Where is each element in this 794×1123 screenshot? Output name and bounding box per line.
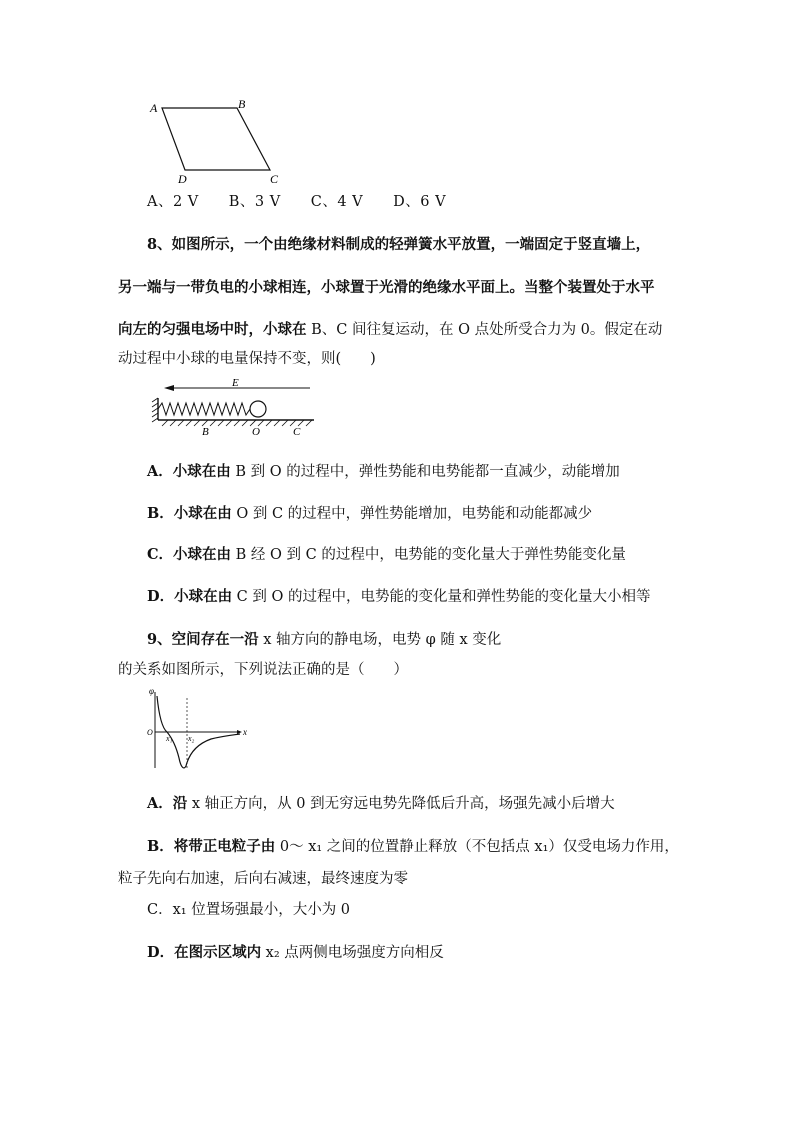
point-label-c: C [293,426,301,438]
potential-graph [145,688,250,773]
label-b: B [238,97,246,111]
q7-options: A、2 V B、3 V C、4 V D、6 V [147,194,447,210]
x1-label: x₁ [166,734,173,743]
q9-option-b-rest: 0～ x₁ 之间的位置静止释放（不包括点 x₁）仅受电场力作用， [275,839,679,855]
q8-option-b-bold: B．小球在由 [147,505,232,522]
spring [158,403,250,415]
q9-option-a-bold: A．沿 [147,795,188,812]
label-a: A [150,101,158,115]
q9-option-c: C．x₁ 位置场强最小，大小为 0 [147,902,351,918]
origin-label: O [147,728,153,737]
x-axis-label: x [243,727,247,737]
q9-option-d [147,944,444,962]
label-d: D [178,172,187,186]
q8-stem-line-1: 8、如图所示，一个由绝缘材料制成的轻弹簧水平放置，一端固定于竖直墙上， [147,236,651,253]
point-label-b: B [202,426,209,438]
q9-option-d-rest: x₂ 点两侧电场强度方向相反 [261,945,444,961]
q8-option-c-rest: B 经 O 到 C 的过程中，电势能的变化量大于弹性势能变化量 [231,547,626,563]
point-label-o: O [252,426,260,438]
x2-label: x₂ [188,734,195,743]
q8-option-c-bold: C．小球在由 [147,546,232,563]
q9-option-a [147,795,615,813]
q9-stem-line-2: 的关系如图所示，下列说法正确的是（ ） [118,662,408,678]
field-label-e: E [232,377,239,389]
phi-label: φ [149,686,154,696]
q8-option-a [147,463,620,481]
q8-option-d [147,588,651,606]
q8-option-d-rest: C 到 O 的过程中，电势能的变化量和弹性势能的变化量大小相等 [232,589,651,605]
q8-stem-line-3 [118,321,662,339]
q9-stem-line-1-bold: 9、空间存在一沿 [147,631,259,648]
ball [250,401,266,417]
q8-option-c [147,546,626,564]
q8-stem-line-3-rest: B、C 间往复运动，在 O 点处所受合力为 0。假定在动 [306,322,663,338]
q9-option-b-line-2: 粒子先向右加速，后向右减速，最终速度为零 [118,871,408,887]
q8-stem-line-2: 另一端与一带负电的小球相连，小球置于光滑的绝缘水平面上。当整个装置处于水平 [118,279,655,296]
q8-option-b-rest: O 到 C 的过程中，弹性势能增加，电势能和动能都减少 [231,506,593,522]
q9-option-b-bold: B．将带正电粒子由 [147,838,276,855]
label-c: C [270,172,279,186]
q9-option-a-rest: x 轴正方向，从 0 到无穷远电势先降低后升高，场强先减小后增大 [187,796,615,812]
q8-stem-line-3-bold: 向左的匀强电场中时，小球在 [118,321,307,338]
q9-option-b [147,838,679,856]
parallelogram-figure [140,95,290,185]
q8-option-b [147,505,592,523]
q8-option-d-bold: D．小球在由 [147,588,233,605]
q9-stem-line-1 [147,631,501,649]
q9-stem-line-1-rest: x 轴方向的静电场，电势 φ 随 x 变化 [258,632,502,648]
q8-option-a-rest: B 到 O 的过程中，弹性势能和电势能都一直减少，动能增加 [230,464,620,480]
q8-stem-line-4: 动过程中小球的电量保持不变，则( ) [118,351,376,367]
q9-option-d-bold: D．在图示区域内 [147,944,262,961]
q8-option-a-bold: A．小球在由 [147,463,231,480]
spring-ball-figure [150,378,320,438]
